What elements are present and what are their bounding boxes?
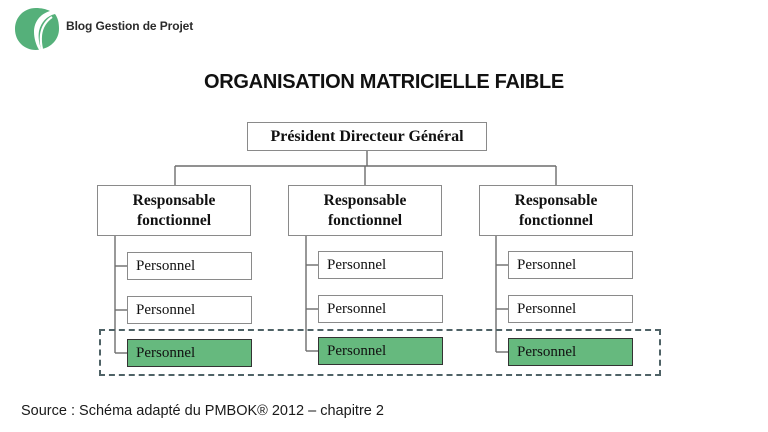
org-node-staff: Personnel bbox=[318, 251, 443, 279]
project-group-frame bbox=[99, 329, 661, 376]
org-node-staff-project: Personnel bbox=[508, 338, 633, 366]
org-node-staff: Personnel bbox=[508, 295, 633, 323]
page-title: ORGANISATION MATRICIELLE FAIBLE bbox=[204, 71, 564, 93]
org-node-staff: Personnel bbox=[508, 251, 633, 279]
org-node-staff: Personnel bbox=[127, 296, 252, 324]
org-node-staff-project: Personnel bbox=[127, 339, 252, 367]
org-node-staff: Personnel bbox=[318, 295, 443, 323]
brand-name[interactable]: Blog Gestion de Projet bbox=[66, 19, 194, 33]
org-node-staff-project: Personnel bbox=[318, 337, 443, 365]
source-caption: Source : Schéma adapté du PMBOK® 2012 – chapitre 2 bbox=[21, 403, 384, 419]
org-node-ceo: Président Directeur Général bbox=[247, 122, 487, 151]
org-node-manager-3: Responsable fonctionnel bbox=[479, 185, 633, 236]
org-node-manager-2: Responsable fonctionnel bbox=[288, 185, 442, 236]
org-node-manager-1: Responsable fonctionnel bbox=[97, 185, 251, 236]
org-node-staff: Personnel bbox=[127, 252, 252, 280]
